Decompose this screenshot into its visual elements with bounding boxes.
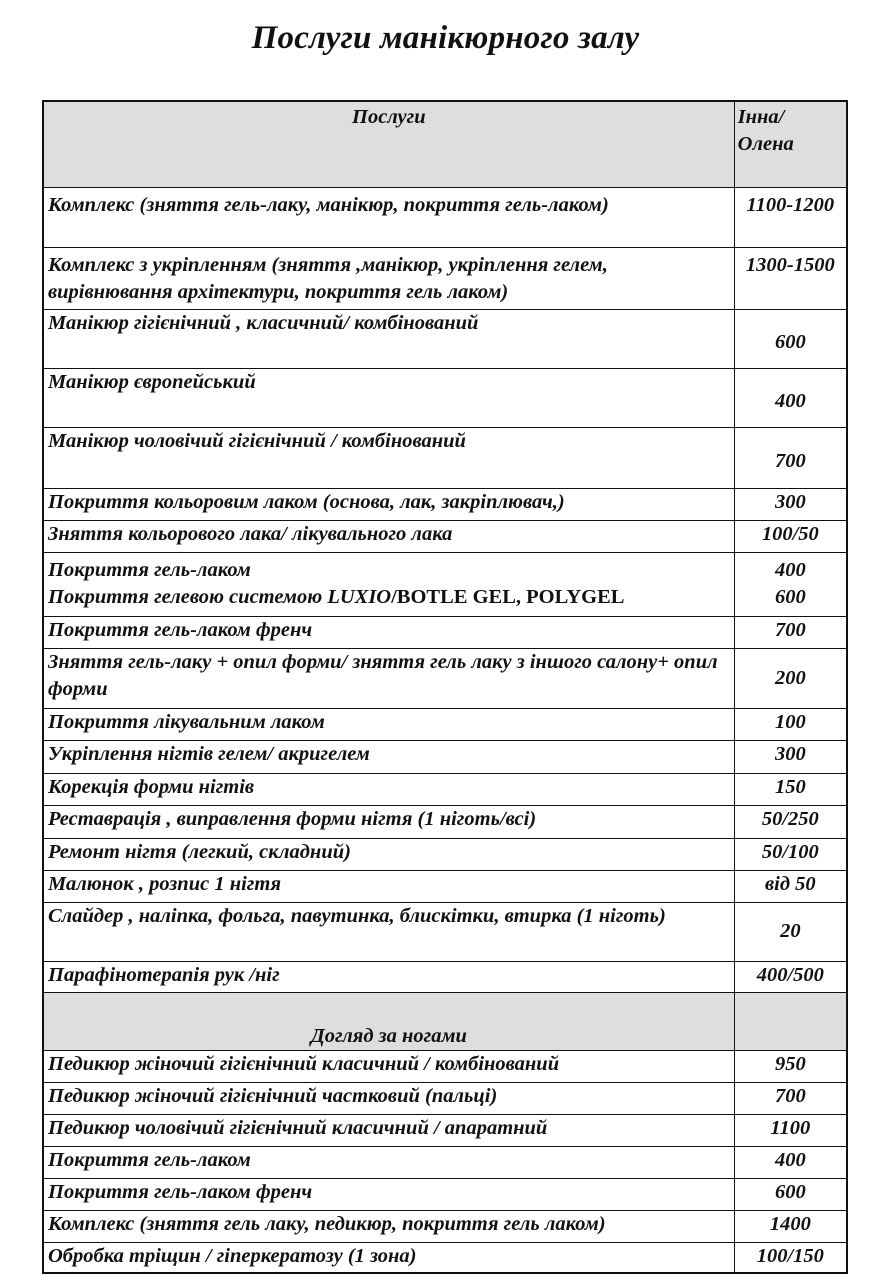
- table-row: [43, 1242, 847, 1273]
- service-price: 1400: [734, 1210, 847, 1242]
- table-row: [43, 1082, 847, 1114]
- service-name: Педикюр чоловічий гігієнічний класичний / апаратний: [43, 1114, 734, 1146]
- service-price: 600: [734, 1178, 847, 1210]
- header-service: Послуги: [43, 101, 734, 187]
- service-price: 400: [734, 368, 847, 427]
- service-price: 300: [734, 740, 847, 773]
- header-price-line1: Інна/: [737, 106, 785, 128]
- table-row: [43, 1114, 847, 1146]
- service-price-line1: 400: [774, 558, 806, 581]
- table-row: [43, 870, 847, 902]
- service-name: Покриття лікувальним лаком: [43, 708, 734, 740]
- table-row: [43, 427, 847, 488]
- service-price: 700: [734, 616, 847, 648]
- service-price: 950: [734, 1050, 847, 1082]
- service-name: Покриття кольоровим лаком (основа, лак, закріплювач,): [43, 488, 734, 520]
- service-price: 50/250: [734, 805, 847, 838]
- table-row: [43, 1210, 847, 1242]
- service-name: Зняття кольорового лака/ лікувального лака: [43, 520, 734, 552]
- service-price: від 50: [734, 870, 847, 902]
- service-name: Покриття гель-лаком: [43, 1146, 734, 1178]
- service-name: Корекція форми нігтів: [43, 773, 734, 805]
- service-name: Педикюр жіночий гігієнічний частковий (пальці): [43, 1082, 734, 1114]
- service-price: 300: [734, 488, 847, 520]
- service-price: 1100: [734, 1114, 847, 1146]
- service-name: Укріплення нігтів гелем/ акригелем: [43, 740, 734, 773]
- service-name: Ремонт нігтя (легкий, складний): [43, 838, 734, 870]
- table-row: [43, 1146, 847, 1178]
- service-name: Педикюр жіночий гігієнічний класичний / комбінований: [43, 1050, 734, 1082]
- table-row: [43, 520, 847, 552]
- service-name: Манікюр європейський: [43, 368, 734, 427]
- service-name: Слайдер , наліпка, фольга, павутинка, блискітки, втирка (1 ніготь): [43, 902, 734, 961]
- table-header-row: [43, 101, 847, 187]
- table-row: [43, 1050, 847, 1082]
- service-name: Малюнок , розпис 1 нігтя: [43, 870, 734, 902]
- section-title: Догляд за ногами: [43, 992, 734, 1050]
- table-row: [43, 648, 847, 708]
- section-price-cell: [734, 992, 847, 1050]
- section-header-row: [43, 992, 847, 1050]
- service-name: Манікюр гігієнічний , класичний/ комбінований: [43, 309, 734, 368]
- service-price: 400/500: [734, 961, 847, 992]
- service-name: Покриття гель-лаком френч: [43, 616, 734, 648]
- service-name-line2-plain: /BOTLE GEL, POLYGEL: [391, 585, 625, 608]
- table-row: [43, 805, 847, 838]
- service-price: 100/50: [734, 520, 847, 552]
- service-price: 1300-1500: [734, 247, 847, 309]
- service-price: 200: [734, 648, 847, 708]
- service-name-line2-bold: Покриття гелевою системою LUXIO: [48, 585, 392, 608]
- table-row: [43, 488, 847, 520]
- service-name: Комплекс (зняття гель-лаку, манікюр, покриття гель-лаком): [43, 187, 734, 247]
- service-name: Парафінотерапія рук /ніг: [43, 961, 734, 992]
- table-row: [43, 740, 847, 773]
- table-row: [43, 368, 847, 427]
- service-price-line2: 600: [774, 585, 806, 608]
- service-price: 700: [734, 1082, 847, 1114]
- table-row: [43, 838, 847, 870]
- service-price: 20: [734, 902, 847, 961]
- service-price: [734, 552, 847, 616]
- table-row: [43, 309, 847, 368]
- service-price: 50/100: [734, 838, 847, 870]
- table-row: [43, 552, 847, 616]
- service-name-line2: [48, 584, 730, 611]
- service-name: Комплекс з укріпленням (зняття ,манікюр, укріплення гелем, вирівнювання архітектури, покриття гель лаком): [43, 247, 734, 309]
- header-price-line2: Олена: [737, 133, 794, 155]
- table-row: [43, 616, 847, 648]
- service-name: Комплекс (зняття гель лаку, педикюр, покриття гель лаком): [43, 1210, 734, 1242]
- table-row: [43, 773, 847, 805]
- service-name: Обробка тріщин / гіперкератозу (1 зона): [43, 1242, 734, 1273]
- service-price: 700: [734, 427, 847, 488]
- table-row: [43, 902, 847, 961]
- service-name: Покриття гель-лаком френч: [43, 1178, 734, 1210]
- table-row: [43, 187, 847, 247]
- table-row: [43, 1178, 847, 1210]
- service-name: Зняття гель-лаку + опил форми/ зняття гель лаку з іншого салону+ опил форми: [43, 648, 734, 708]
- service-name: Реставрація , виправлення форми нігтя (1 ніготь/всі): [43, 805, 734, 838]
- service-price: 400: [734, 1146, 847, 1178]
- table-row: [43, 961, 847, 992]
- service-price: 1100-1200: [734, 187, 847, 247]
- table-row: [43, 708, 847, 740]
- page-title: Послуги манікюрного залу: [251, 20, 640, 56]
- service-name: [43, 552, 734, 616]
- service-name-line1: Покриття гель-лаком: [48, 558, 251, 581]
- service-price: 600: [734, 309, 847, 368]
- price-table: [42, 100, 848, 1274]
- service-name: Манікюр чоловічий гігієнічний / комбінований: [43, 427, 734, 488]
- header-price: [734, 101, 847, 187]
- service-price: 150: [734, 773, 847, 805]
- service-price: 100: [734, 708, 847, 740]
- table-row: [43, 247, 847, 309]
- service-price: 100/150: [734, 1242, 847, 1273]
